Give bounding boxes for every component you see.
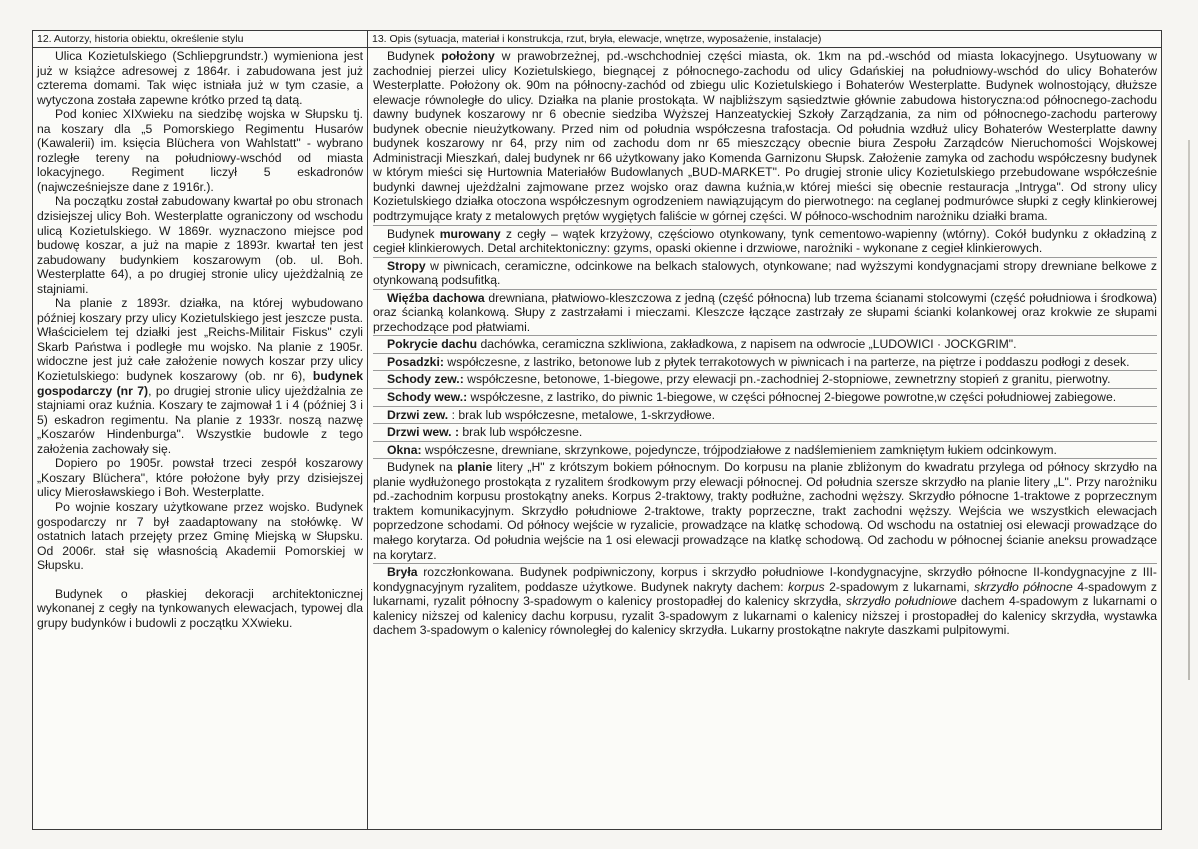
text-run: Po wojnie koszary użytkowane przez wojsko. Budynek gospodarczy nr 7 był zaadaptowany na stołówkę. W ostatnich latach przejęty przez Gminę Miejską w Słupsku. Od 2006r. stał się własnością Akademii Pomorskiej w Słupsku.	[37, 499, 363, 573]
bold-term: Okna:	[387, 442, 422, 457]
text-run: drewniana, płatwiowo-kleszczowa z jedną (część północna) lub trzema ścianami stolcowymi (część południowa i środkowa) oraz ścianką kolankową. Słupy z zastrzałami i mieczami. Kleszcze łączące zastrzały ze słupami ścianki kolankowej oraz krokwie ze słupami przechodzące pod płatwiami.	[373, 290, 1157, 334]
text-run: Na planie z 1893r. działka, na której wybudowano później koszary przy ulicy Kozietulskiego jest jeszcze pusta. Właścicielem tej działki jest „Reichs-Militair Fiskus" czyli Skarb Państwa i podległe mu wojsko. Na planie z 1905r. widoczne jest już całe założenie nowych koszar przy ulicy Kozietulskiego: budynek koszarowy (ob. nr 6),	[37, 296, 363, 384]
text-run: 4-spadowym z lukarnami, ryzalit północny 3-spadowym o kalenicy prostopadłej do kalenicy skrzydła,	[373, 579, 1157, 609]
history-paragraph	[37, 456, 363, 500]
italic-term: skrzydło północne	[974, 579, 1073, 594]
description-paragraph	[373, 460, 1157, 564]
bold-term: Schody zew.:	[387, 372, 464, 387]
text-run: w prawobrzeżnej, pd.-wschchodniej części miasta, ok. 1km na pd.-wschód od miasta lokacyjnego. Usytuowany w zachodniej pierzei ulicy Kozietulskiego, biegnącej z północnego-zachodu od ulicy Gdańskiej na południowy-wschód do ulicy Bohaterów Westerplatte. Położony ok. 90m na północny-zachód od zbiegu ulic Kozietulskiego i Bohaterów Westerplatte. Budynek wolnostojący, dłuższe elewacje równoległe do ulicy. Działka na planie prostokąta. W najbliższym sąsiedztwie głównie zabudowa historyczna:od północnego-zachodu dawny budynek koszarowy nr 6 obecnie siedziba Wyższej Hanzeatyckiej Szkoły Zarządzania, za nim od północnego-zachodu parterowy budynek obecnie nieużytkowany. Przed nim od południa współczesna trafostacja. Od południa wzdłuż ulicy Bohaterów Westerplatte dawny budynek koszarowy nr 64, przy nim od zachodu dom nr 65 mieszczący obecnie biura Zespołu Zarządców Nieruchomości Wojskowej Administracji Mieszkań, dalej budynek nr 66 użytkowany jako Komenda Garnizonu Słupsk. Założenie zamyka od zachodu współczesny budynek w którym mieści się Hurtownia Materiałów Budowlanych „BUD-MARKET". Po drugiej stronie ulicy Kozietulskiego przebudowane współcześnie budynki dawnej ujeżdżalni zajmowane przez wojsko oraz dawna kuźnia,w której mieści się obecnie restauracja „Intryga". Od strony ulicy Kozietulskiego działka otoczona współczesnym ogrodzeniem nawiązującym do pierwotnego: na ceglanej podmurówce słupki z cegły klinkierowej podtrzymujące kraty z metalowych prętów wygiętych faliście w górnej części. W północo-wschodnim narożniku działki brama.	[373, 49, 1157, 224]
description-paragraph	[373, 390, 1157, 407]
text-run: współczesne, z lastriko, do piwnic 1-biegowe, w części północnej 2-biegowe powrotne,w części południowej zabiegowe.	[467, 390, 1117, 405]
description-paragraph	[373, 49, 1157, 226]
history-paragraph	[37, 587, 363, 631]
text-run: , po drugiej stronie ulicy ujeżdżalnia ze stajniami oraz kuźnia. Koszary te zajmował 1 i 4 (później 3 i 5) eskadron regimentu. Na planie z 1933r. noszą nazwę „Koszarów Hindenburga". Wszystkie budowle z tego założenia zachowały się.	[37, 383, 363, 456]
bold-term: murowany	[439, 226, 501, 241]
description-paragraph	[373, 291, 1157, 337]
page-edge	[1188, 140, 1190, 680]
text-run: Pod koniec XIXwieku na siedzibę wojska w Słupsku tj. na koszary dla „5 Pomorskiego Regimentu Husarów (Kawalerii) im. księcia Blüchera von Wahlstatt" - wybrano rozległe tereny na południowy-wschód od miasta lokacyjnego. Regiment liczył 5 eskadronów (najwcześniejsze dane z 1916r.).	[37, 107, 363, 194]
description-paragraph	[373, 355, 1157, 372]
bold-term: Schody wew.:	[387, 390, 468, 405]
bold-term: Pokrycie dachu	[387, 337, 478, 352]
bold-term: planie	[457, 460, 493, 475]
description-paragraph	[373, 259, 1157, 290]
document-sheet	[32, 30, 1162, 830]
italic-term: korpus	[788, 579, 825, 594]
text-run: współczesne, betonowe, 1-biegowe, przy elewacji pn.-zachodniej 2-stopniowe, zewnetrzny stopień z granitu, pierwotny.	[463, 372, 1111, 387]
bold-term: Więźba dachowa	[387, 290, 485, 305]
text-run: Ulica Kozietulskiego (Schliepgrundstr.) wymieniona jest już w książce adresowej z 1864r. i zabudowana jest już czterema domami. Tak więc istniała już w tym czasie, a wytyczona została zapewne krótko przed tą datą.	[37, 49, 363, 107]
text-run: Dopiero po 1905r. powstał trzeci zespół koszarowy „Koszary Blüchera", które położone były przy dzisiejszej ulicy Mierosławskiego i Boh. Westerplatte.	[37, 456, 363, 500]
history-column	[33, 48, 368, 829]
description-paragraph	[373, 372, 1157, 389]
bold-term: położony	[441, 49, 495, 63]
bold-term: budynek gospodarczy (nr 7)	[37, 369, 363, 398]
text-run: Budynek	[387, 226, 440, 241]
description-paragraph	[373, 565, 1157, 639]
italic-term: skrzydło południowe	[845, 594, 957, 609]
text-run: : brak lub współczesne, metalowe, 1-skrzydłowe.	[448, 407, 716, 422]
history-paragraph	[37, 49, 363, 107]
history-paragraph	[37, 296, 363, 456]
text-run: współczesne, drewniane, skrzynkowe, pojedyncze, trójpodziałowe z nadślemieniem zamkniętym łukiem odcinkowym.	[421, 442, 1057, 457]
description-paragraph	[373, 425, 1157, 442]
bold-term: Bryła	[387, 565, 418, 580]
text-run: współczesne, z lastriko, betonowe lub z płytek terrakotowych w piwnicach i na parterze, na piętrze i poddaszu podłogi z desek.	[443, 354, 1130, 369]
text-run: 2-spadowym z lukarnami,	[824, 579, 975, 594]
history-paragraph	[37, 500, 363, 573]
text-run: rozczłonkowana. Budynek podpiwniczony, korpus i skrzydło południowe I-kondygnacyjne, skrzydło północne II-kondygnacyjne z III-kondygnacyjnym ryzalitem, poddasze użytkowe. Budynek nakryty dachem:	[373, 565, 1157, 594]
description-paragraph	[373, 443, 1157, 460]
description-paragraph	[373, 337, 1157, 354]
text-run: brak lub współczesne.	[459, 425, 583, 440]
text-run: Na początku został zabudowany kwartał po obu stronach dzisiejszej ulicy Boh. Westerplatte ograniczony od wschodu ulicą Kozietulskiego. W 1869r. wyznaczono miejsce pod budowę koszar, a już na mapie z 1893r. kwartał ten jest zabudowany budynkiem koszarowym (ob. ul. Boh. Westerplatte 64), a po drugiej stronie ulicy ujeżdżalnią ze stajniami.	[37, 194, 363, 296]
description-paragraph	[373, 227, 1157, 258]
history-paragraph	[37, 194, 363, 296]
history-paragraph	[37, 107, 363, 194]
bold-term: Drzwi wew. :	[387, 425, 460, 440]
text-run: dachówka, ceramiczna szkliwiona, zakładkowa, z napisem na odwrocie „LUDOWICI · JOCKGRIM".	[477, 337, 1017, 352]
bold-term: Stropy	[387, 258, 426, 273]
description-paragraph	[373, 408, 1157, 425]
text-run: w piwnicach, ceramiczne, odcinkowe na belkach stalowych, otynkowane; nad wyższymi kondygnacjami stropy drewniane belkowe z otynkowaną podsufitką.	[373, 258, 1157, 288]
description-column	[368, 48, 1161, 829]
paragraph-gap	[37, 573, 363, 587]
header-description: 13. Opis (sytuacja, materiał i konstrukcja, rzut, bryła, elewacje, wnętrze, wyposażenie, instalacje)	[368, 31, 1161, 48]
text-run: Budynek na	[387, 460, 458, 475]
text-run: Budynek o płaskiej dekoracji architektonicznej wykonanej z cegły na tynkowanych elewacjach, typowej dla grupy budynków i budowli z początku XXwieku.	[37, 586, 363, 630]
text-run: dachem 4-spadowym z lukarnami o kalenicy niższej od kalenicy dachu korpusu, ryzalit 3-spadowym z lukarnami o kalenicy niższej i prostopadłej do kalenicy skrzydła, wystawka dachem 3-spadowym o kalenicy równoległej do kalenicy skrzydła. Lukarny prostokątne nakryte daszkami pulpitowymi.	[373, 594, 1157, 638]
text-run: Budynek	[387, 49, 442, 63]
text-run: z cegły – wątek krzyżowy, częściowo otynkowany, tynk cementowo-wapienny (wtórny). Cokół budynku z okładziną z cegieł klinkierowych. Detal architektoniczny: gzyms, opaski okienne i drzwiowe, narożniki - wykonane z cegieł klinkierowych.	[373, 226, 1157, 256]
bold-term: Drzwi zew.	[387, 407, 449, 422]
bold-term: Posadzki:	[387, 354, 444, 369]
header-authors-history: 12. Autorzy, historia obiektu, określenie stylu	[33, 31, 368, 48]
text-run: litery „H" z krótszym bokiem północnym. Do korpusu na planie zbliżonym do kwadratu przylega od północy skrzydło na planie wydłużonego prostokąta z ryzalitem środkowym przy elewacji północnej. Od południa szersze skrzydło na planie litery „L". Przy narożniku pd.-zachodnim korpusu prostokątny aneks. Korpus 2-traktowy, trakty podłużne, zachodni węższy. Skrzydło północne 1-traktowe z poprzecznym traktem komunikacyjnym. Skrzydło południowe 2-traktowe, trakty poprzeczne, trakt zachodni węższy. Wejścia we wszystkich elewacjach poprzedzone schodami. Od północy wejście w ryzalicie, prowadzące na klatkę schodową. Od wschodu na ostatniej osi elewacji prowadzące do małego korytarza. Od południa wejście na 1 osi elewacji prowadzące na klatkę schodową. Od zachodu w północnej ścianie aneksu prowadzące na korytarz.	[373, 460, 1157, 562]
